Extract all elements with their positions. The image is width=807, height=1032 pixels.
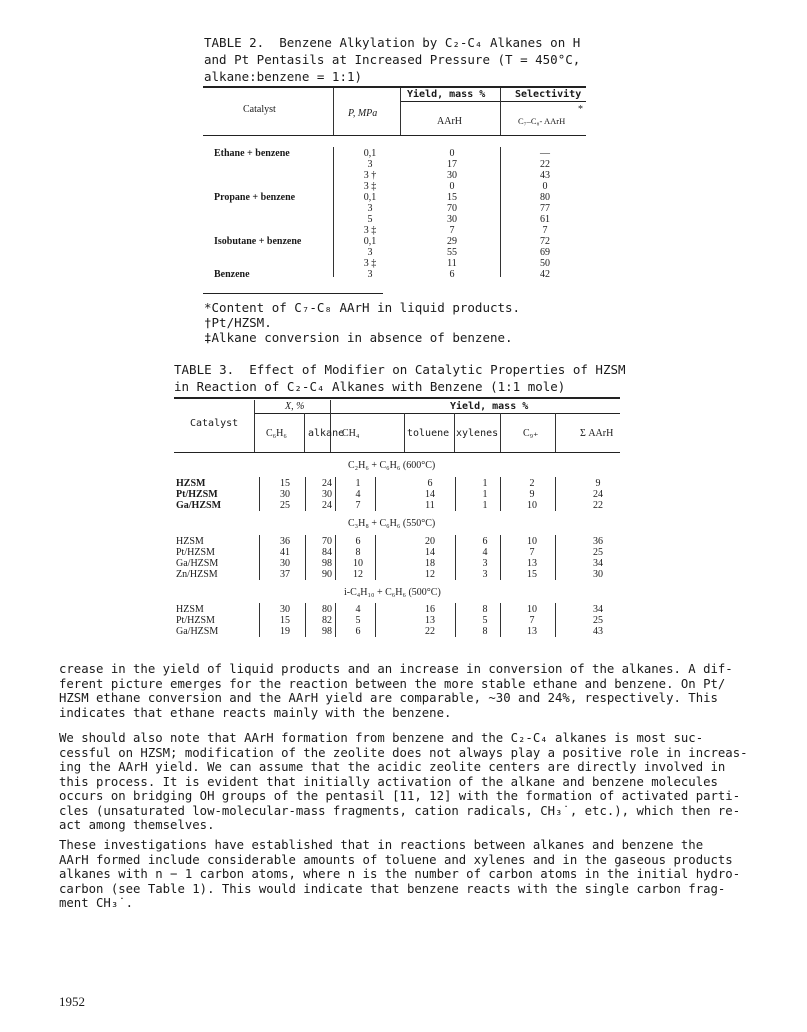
table3-value-cell: 25	[280, 500, 290, 511]
table2-pressure-cell: 3 ‡	[363, 181, 377, 192]
table2-header-star: *	[578, 104, 583, 115]
table3-value-cell: 25	[593, 615, 603, 626]
table2-yield-cell: 30	[447, 170, 457, 181]
table3-value-cell: 10	[527, 500, 537, 511]
table3-value-cell: 3	[482, 558, 488, 569]
table3-value-cell: 37	[280, 569, 290, 580]
table3-header-x: X, %	[285, 401, 305, 412]
table3-value-cell: 7	[355, 500, 361, 511]
table3-vrule	[375, 535, 376, 580]
table3-value-cell: 10	[527, 604, 537, 615]
table3-group-title: C₃H₈ + C₆H₆ (550°C)	[348, 518, 436, 529]
table3-vrule	[305, 535, 306, 580]
table3-header-yield: Yield, mass %	[450, 401, 529, 412]
table3-vrule	[259, 535, 260, 580]
table3-vrule	[555, 603, 556, 637]
table3-catalyst-cell: Ga/HZSM	[176, 500, 222, 511]
body-paragraph	[59, 662, 749, 720]
body-paragraph	[59, 838, 749, 911]
table3-vrule	[500, 413, 501, 452]
table3-value-cell: 8	[355, 547, 361, 558]
table2-pressure-cell: 3	[367, 247, 373, 258]
table2-yield-cell: 0	[449, 148, 455, 159]
table3-value-cell: 22	[425, 626, 435, 637]
table3-top-rule	[174, 397, 620, 399]
table3-value-cell: 4	[482, 547, 488, 558]
table3-catalyst-cell: Pt/HZSM	[176, 489, 218, 500]
table3-value-cell: 30	[280, 604, 290, 615]
table3-vrule	[555, 477, 556, 511]
table2-pressure-cell: 3 †	[363, 170, 377, 181]
table3-value-cell: 36	[593, 536, 603, 547]
table2-selectivity-cell: 69	[540, 247, 550, 258]
table3-value-cell: 30	[593, 569, 603, 580]
table3-value-cell: 9	[529, 489, 535, 500]
table3-value-cell: 90	[322, 569, 332, 580]
table3-value-cell: 15	[280, 478, 290, 489]
table3-value-cell: 82	[322, 615, 332, 626]
table3-value-cell: 80	[322, 604, 332, 615]
table2-catalyst-cell: Isobutane + benzene	[214, 236, 302, 247]
table3-value-cell: 20	[425, 536, 435, 547]
table2-caption: TABLE 2. Benzene Alkylation by C₂-C₄ Alkanes on H and Pt Pentasils at Increased Pressure (T = 450°C, alkane:benzene = 1:1)	[204, 35, 581, 84]
table3-header-alkane: alkane	[308, 428, 345, 439]
table3-value-cell: 16	[425, 604, 435, 615]
table3-vrule	[455, 535, 456, 580]
table2-header-pressure: P, MPa	[348, 108, 378, 119]
table3-value-cell: 24	[322, 500, 332, 511]
table2-yield-cell: 70	[447, 203, 457, 214]
table3-value-cell: 5	[355, 615, 361, 626]
table3-vrule	[404, 413, 405, 452]
table3-vrule	[455, 477, 456, 511]
table2-header-catalyst: Catalyst	[243, 104, 276, 115]
table3-vrule	[330, 400, 331, 452]
table3-value-cell: 1	[482, 478, 488, 489]
table3-value-cell: 34	[593, 604, 603, 615]
table3-value-cell: 70	[322, 536, 332, 547]
table2-pressure-cell: 3	[367, 203, 373, 214]
table2-pressure-cell: 0,1	[363, 236, 377, 247]
table3-value-cell: 4	[355, 489, 361, 500]
table3-vrule	[454, 413, 455, 452]
table3-value-cell: 13	[527, 626, 537, 637]
table2-yield-cell: 15	[447, 192, 457, 203]
table3-header-rule	[174, 452, 620, 453]
table3-value-cell: 84	[322, 547, 332, 558]
table2-pressure-cell: 0,1	[363, 192, 377, 203]
table2-yield-cell: 11	[447, 258, 457, 269]
paragraph-text: We should also note that AArH formation from benzene and the C₂-C₄ alkanes is most suc- cessful on HZSM; modification of the zeolite does not always play a positive role in increas- ing the AArH yield. We can assume that the acidic zeolite centers are directly involved in this process. It is evident that initially activation of the alkane and benzene molecules occurs on bridging OH groups of the pentasil [11, 12] with the formation of activated parti- cles (unsaturated low-molecular-mass fragments, cation radicals, CH₃˙, etc.), which then re- act among themselves.	[59, 731, 748, 832]
table3-vrule	[555, 535, 556, 580]
table3-value-cell: 12	[353, 569, 363, 580]
table2-footnote: †Pt/HZSM.	[204, 315, 272, 330]
table2-selectivity-cell: 50	[540, 258, 550, 269]
table2-selectivity-cell: 61	[540, 214, 550, 225]
table3-value-cell: 24	[322, 478, 332, 489]
table3-catalyst-cell: Ga/HZSM	[176, 626, 219, 637]
table3-value-cell: 6	[355, 626, 361, 637]
table3-group-title: i-C₄H₁₀ + C₆H₆ (500°C)	[344, 587, 441, 598]
table2-header-aarh: AArH	[437, 116, 462, 127]
table3-header-mid-rule	[254, 413, 620, 414]
table2-selectivity-cell: 22	[540, 159, 550, 170]
table3-vrule	[375, 477, 376, 511]
table3-value-cell: 5	[482, 615, 488, 626]
table2-yield-cell: 17	[447, 159, 457, 170]
table3-value-cell: 14	[425, 547, 435, 558]
table2-selectivity-cell: 0	[542, 181, 548, 192]
table2-header-selectivity: Selectivity	[515, 89, 582, 100]
table2-yield-cell: 30	[447, 214, 457, 225]
table3-value-cell: 98	[322, 558, 332, 569]
table3-header-sum: Σ AArH	[580, 428, 614, 439]
table3-catalyst-cell: HZSM	[176, 536, 204, 547]
table3-vrule	[455, 603, 456, 637]
table3-header-toluene: toluene	[407, 428, 450, 439]
table3-value-cell: 22	[593, 500, 603, 511]
table3-value-cell: 1	[482, 489, 488, 500]
table2-catalyst-cell: Ethane + benzene	[214, 148, 290, 159]
table2-footnote: *Content of C₇-C₈ AArH in liquid products.	[204, 300, 521, 315]
table3-value-cell: 6	[355, 536, 361, 547]
table3-value-cell: 9	[595, 478, 601, 489]
table3-caption: TABLE 3. Effect of Modifier on Catalytic Properties of HZSM in Reaction of C₂-C₄ Alkanes with Benzene (1:1 mole)	[174, 362, 626, 394]
table3-vrule	[304, 413, 305, 452]
table3-value-cell: 14	[425, 489, 435, 500]
table2-selectivity-cell: 77	[540, 203, 550, 214]
table3-value-cell: 25	[593, 547, 603, 558]
table3-value-cell: 11	[425, 500, 435, 511]
table2-selectivity-cell: —	[540, 148, 550, 159]
table3-value-cell: 12	[425, 569, 435, 580]
table3-value-cell: 30	[322, 489, 332, 500]
table3-value-cell: 43	[593, 626, 603, 637]
table3-catalyst-cell: Pt/HZSM	[176, 615, 215, 626]
table2-pressure-cell: 0,1	[363, 148, 377, 159]
table2-header-sel-sub: C₇–C₈- AArH	[518, 116, 566, 126]
table3-value-cell: 36	[280, 536, 290, 547]
table3-vrule	[500, 477, 501, 511]
table3-value-cell: 18	[425, 558, 435, 569]
table3-value-cell: 8	[482, 604, 488, 615]
table3-vrule	[375, 603, 376, 637]
table3-value-cell: 41	[280, 547, 290, 558]
table3-header-ch4: CH₄	[342, 428, 360, 439]
table2-yield-cell: 55	[447, 247, 457, 258]
table3-value-cell: 7	[529, 547, 535, 558]
table3-value-cell: 7	[529, 615, 535, 626]
table3-value-cell: 15	[527, 569, 537, 580]
table3-vrule	[254, 400, 255, 452]
table2-header-yield: Yield, mass %	[407, 89, 486, 100]
table3-vrule	[500, 603, 501, 637]
table3-vrule	[259, 477, 260, 511]
table3-group-title: C₂H₆ + C₆H₆ (600°C)	[348, 460, 436, 471]
table2-catalyst-cell: Benzene	[214, 269, 250, 280]
table3-header-xylenes: xylenes	[456, 428, 499, 439]
table2-pressure-cell: 3 ‡	[363, 225, 377, 236]
table2-yield-cell: 7	[449, 225, 455, 236]
table3-value-cell: 10	[353, 558, 363, 569]
page-number: 1952	[59, 994, 85, 1009]
table3-catalyst-cell: Ga/HZSM	[176, 558, 219, 569]
table3-vrule	[259, 603, 260, 637]
paragraph-text: crease in the yield of liquid products and an increase in conversion of the alkanes. A dif- ferent picture emerges for the reaction between the more stable ethane and benzene. On Pt/ HZSM ethane conversion and the AArH yield are comparable, ~30 and 24%, respectively. This indicates that ethane reacts mainly with the benzene.	[59, 662, 733, 720]
table3-header-catalyst: Catalyst	[190, 418, 239, 429]
table3-header-c9: C₉₊	[523, 428, 539, 439]
table2-catalyst-cell: Propane + benzene	[214, 192, 296, 203]
table2-yield-cell: 6	[449, 269, 455, 280]
table3-catalyst-cell: HZSM	[176, 604, 204, 615]
table2-yield-cell: 0	[449, 181, 455, 192]
table2-pressure-cell: 3	[367, 269, 373, 280]
table3-value-cell: 3	[482, 569, 488, 580]
table3-value-cell: 13	[425, 615, 435, 626]
table2-selectivity-cell: 80	[540, 192, 550, 203]
table3-vrule	[500, 535, 501, 580]
table3-value-cell: 30	[280, 489, 290, 500]
table2-pressure-cell: 3 ‡	[363, 258, 377, 269]
table3-value-cell: 30	[280, 558, 290, 569]
table3-value-cell: 24	[593, 489, 603, 500]
table3-vrule	[555, 413, 556, 452]
table2-selectivity-cell: 42	[540, 269, 550, 280]
table3-catalyst-cell: Pt/HZSM	[176, 547, 215, 558]
table3-value-cell: 98	[322, 626, 332, 637]
table3-value-cell: 1	[355, 478, 361, 489]
table3-value-cell: 1	[482, 500, 488, 511]
table3-value-cell: 15	[280, 615, 290, 626]
table3-value-cell: 4	[355, 604, 361, 615]
table3-value-cell: 10	[527, 536, 537, 547]
table2-selectivity-cell: 72	[540, 236, 550, 247]
table2-footnote: ‡Alkane conversion in absence of benzene.	[204, 330, 513, 345]
table3-value-cell: 19	[280, 626, 290, 637]
table3-header-c6h6: C₆H₆	[266, 428, 287, 439]
paragraph-text: These investigations have established that in reactions between alkanes and benzene the AArH formed include considerable amounts of toluene and xylenes and in the gaseous products alkanes with n − 1 carbon atoms, where n is the number of carbon atoms in the initial hydro- carbon (see Table 1). This would indicate that benzene reacts with the single carbon frag- ment CH₃˙.	[59, 838, 741, 910]
table3-value-cell: 8	[482, 626, 488, 637]
table3-value-cell: 2	[529, 478, 535, 489]
table3-vrule	[305, 477, 306, 511]
table3-vrule	[305, 603, 306, 637]
table3-value-cell: 6	[482, 536, 488, 547]
table2-selectivity-cell: 43	[540, 170, 550, 181]
table2-selectivity-cell: 7	[542, 225, 548, 236]
table3-value-cell: 6	[427, 478, 433, 489]
body-paragraph	[59, 731, 749, 833]
table2-yield-cell: 29	[447, 236, 457, 247]
table3-catalyst-cell: Zn/HZSM	[176, 569, 218, 580]
table3-value-cell: 34	[593, 558, 603, 569]
table3-catalyst-cell: HZSM	[176, 478, 206, 489]
table2-pressure-cell: 3	[367, 159, 373, 170]
table2-pressure-cell: 5	[367, 214, 373, 225]
table3-value-cell: 13	[527, 558, 537, 569]
